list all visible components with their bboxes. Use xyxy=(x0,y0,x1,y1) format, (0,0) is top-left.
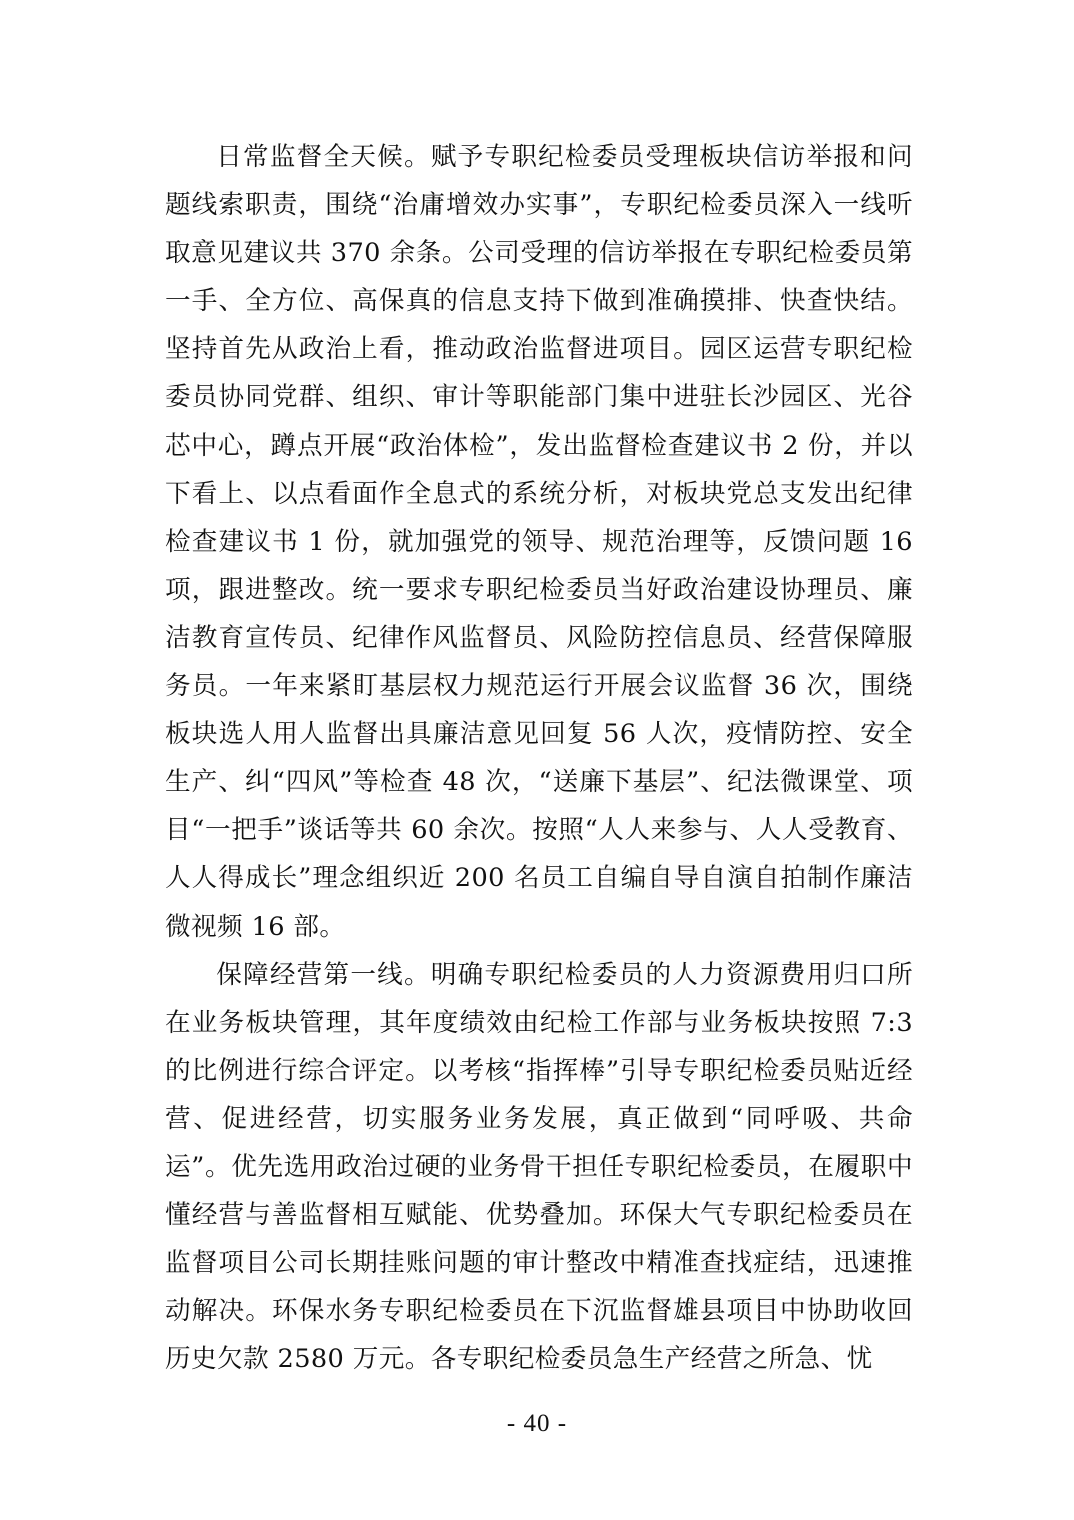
document-body xyxy=(165,133,913,1383)
paragraph-daily-supervision: 日常监督全天候。赋予专职纪检委员受理板块信访举报和问题线索职责，围绕“治庸增效办实事”，专职纪检委员深入一线听取意见建议共 370 余条。公司受理的信访举报在专职纪检委员第一手、全方位、高保真的信息支持下做到准确摸排、快查快结。坚持首先从政治上看，推动政治监督进项目。园区运营专职纪检委员协同党群、组织、审计等职能部门集中进驻长沙园区、光谷芯中心，蹲点开展“政治体检”，发出监督检查建议书 2 份，并以下看上、以点看面作全息式的系统分析，对板块党总支发出纪律检查建议书 1 份，就加强党的领导、规范治理等，反馈问题 16 项，跟进整改。统一要求专职纪检委员当好政治建设协理员、廉洁教育宣传员、纪律作风监督员、风险防控信息员、经营保障服务员。一年来紧盯基层权力规范运行开展会议监督 36 次，围绕板块选人用人监督出具廉洁意见回复 56 人次，疫情防控、安全生产、纠“四风”等检查 48 次，“送廉下基层”、纪法微课堂、项目“一把手”谈话等共 60 余次。按照“人人来参与、人人受教育、人人得成长”理念组织近 200 名员工自编自导自演自拍制作廉洁微视频 16 部。 xyxy=(165,142,913,942)
page-number: - 40 - xyxy=(506,1410,568,1437)
paragraph-business-support: 保障经营第一线。明确专职纪检委员的人力资源费用归口所在业务板块管理，其年度绩效由纪检工作部与业务板块按照 7:3 的比例进行综合评定。以考核“指挥棒”引导专职纪检委员贴近经营、促进经营，切实服务业务发展，真正做到“同呼吸、共命运”。优先选用政治过硬的业务骨干担任专职纪检委员，在履职中懂经营与善监督相互赋能、优势叠加。环保大气专职纪检委员在监督项目公司长期挂账问题的审计整改中精准查找症结，迅速推动解决。环保水务专职纪检委员在下沉监督雄县项目中协助收回历史欠款 2580 万元。各专职纪检委员急生产经营之所急、忧 xyxy=(165,959,913,1375)
